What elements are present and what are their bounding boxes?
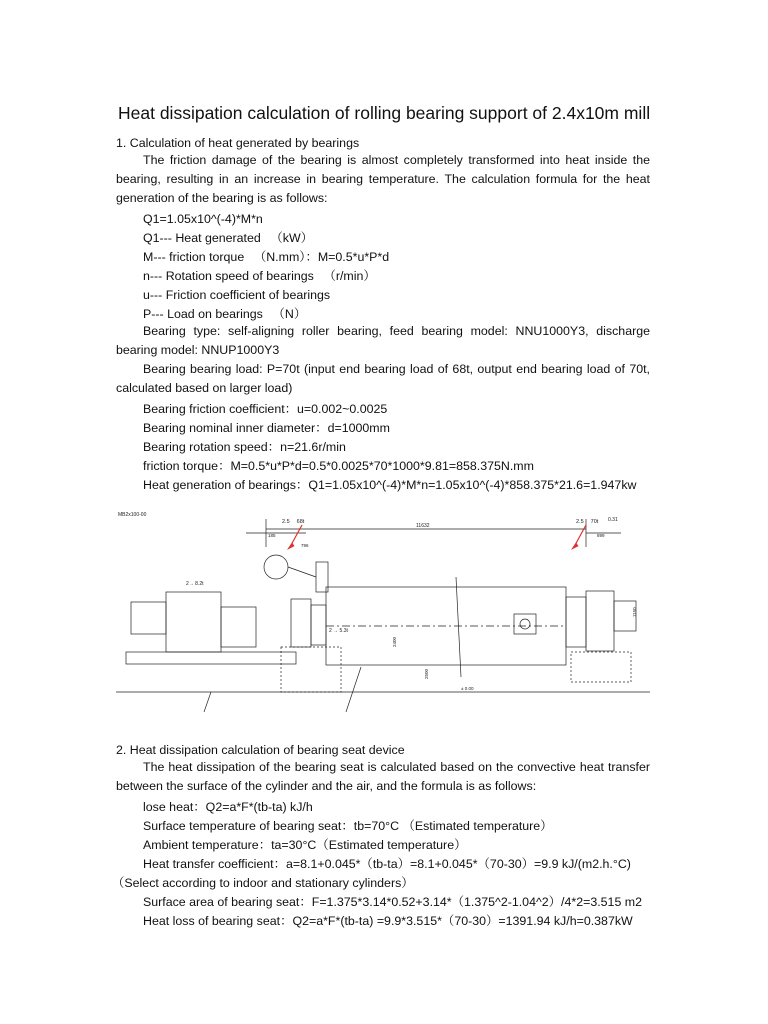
- section-1-intro: The friction damage of the bearing is almost completely transformed into heat inside the bearing, resulting in an increase in bearing temperature. The calculation formula for the heat generation of the bearing is as follows:: [116, 153, 650, 205]
- dim-length-label: 11632: [416, 523, 430, 529]
- friction-coefficient: Bearing friction coefficient：u=0.002~0.0025: [143, 402, 388, 416]
- formula-q1: Q1=1.05x10^(-4)*M*n: [143, 212, 263, 226]
- discharge-foundation: [571, 652, 631, 682]
- dim-v1-label: 2400: [392, 636, 397, 647]
- drawing-code: MB2x100-00: [118, 512, 147, 518]
- section-2-intro: The heat dissipation of the bearing seat is calculated based on the convective heat transfer between the surface of the cylinder and the air, and the formula is as follows:: [116, 760, 650, 793]
- formula-q2: lose heat：Q2=a*F*(tb-ta) kJ/h: [143, 800, 313, 814]
- feed-trunnion: [311, 605, 326, 645]
- rotation-speed: Bearing rotation speed：n=21.6r/min: [143, 440, 346, 454]
- htc-note: （Select according to indoor and stationary cylinders）: [112, 876, 414, 890]
- friction-torque: friction torque：M=0.5*u*P*d=0.5*0.0025*70*1000*9.81=858.375N.mm: [143, 459, 534, 473]
- reducer: [166, 592, 221, 652]
- page-title: Heat dissipation calculation of rolling bearing support of 2.4x10m mill: [118, 103, 651, 123]
- bearing-type: Bearing type: self-aligning roller bearing, feed bearing model: NNU1000Y3, discharge bearing model: NNUP1000Y3: [116, 324, 650, 357]
- level-mark: ± 0.00: [461, 686, 474, 691]
- load-arrowhead-right: [572, 543, 578, 549]
- motor: [131, 602, 166, 634]
- mill-drawing-svg: [116, 507, 650, 712]
- discharge-trunnion: [566, 597, 586, 647]
- load-right-label: 2.5 70t: [576, 519, 599, 525]
- surface-area: Surface area of bearing seat：F=1.375*3.14*0.52+3.14*（1.375^2-1.04^2）/4*2=3.515 m2: [143, 895, 642, 909]
- coupling: [221, 607, 256, 647]
- heat-loss: Heat loss of bearing seat：Q2=a*F*(tb-ta) =9.9*3.515*（70-30）=1391.94 kJ/h=0.387kW: [143, 914, 633, 928]
- leader-line: [346, 667, 361, 712]
- inner-diameter: Bearing nominal inner diameter：d=1000mm: [143, 421, 390, 435]
- section-2-heading: 2. Heat dissipation calculation of bearing seat device: [116, 743, 405, 757]
- feed-bearing-seat: [291, 599, 311, 647]
- ambient-temperature: Ambient temperature：ta=30°C（Estimated temperature）: [143, 838, 467, 852]
- def-n: n--- Rotation speed of bearings （r/min）: [143, 269, 376, 283]
- dim-right-label: 0.31: [608, 517, 618, 523]
- heat-transfer-coefficient: Heat transfer coefficient：a=8.1+0.045*（tb-ta）=8.1+0.045*（70-30）=9.9 kJ/(m2.h.°C): [143, 857, 631, 871]
- dim-c-label: 899: [597, 533, 605, 538]
- load-arrowhead-left: [288, 543, 294, 549]
- dim-b-label: 796: [301, 543, 309, 548]
- dim-a-label: 185: [268, 533, 276, 538]
- break-line: [456, 577, 461, 677]
- leader-line: [204, 692, 211, 712]
- dim-v3-label: 1150: [632, 607, 637, 617]
- feed-chute: [264, 555, 288, 579]
- def-m: M--- friction torque （N.mm）：M=0.5*u*P*d: [143, 250, 390, 264]
- section-1-heading: 1. Calculation of heat generated by bearings: [116, 136, 360, 150]
- feed-foundation: [281, 647, 341, 692]
- surface-temperature: Surface temperature of bearing seat：tb=70°C （Estimated temperature）: [143, 819, 553, 833]
- def-q1: Q1--- Heat generated （kW）: [143, 231, 314, 245]
- seal-center: [520, 619, 530, 629]
- def-u: u--- Friction coefficient of bearings: [143, 288, 331, 302]
- bearing-load: Bearing bearing load: P=70t (input end bearing load of 68t, output end bearing load of 70t, calculated based on larger load): [116, 362, 650, 395]
- discharge-bearing-seat: [586, 591, 614, 651]
- motor-foundation: [126, 652, 296, 664]
- slope-mid-label: 2 → 5.3t: [329, 628, 348, 634]
- mill-drawing: [116, 507, 650, 712]
- slope-left-label: 2→ 8.2t: [186, 581, 204, 587]
- load-left-label: 2.5 68t: [282, 519, 305, 525]
- mill-seal: [514, 614, 536, 634]
- feed-pipe: [288, 567, 316, 577]
- dim-v2-label: 2500: [424, 668, 429, 679]
- def-p: P--- Load on bearings （N）: [143, 307, 307, 321]
- heat-generation: Heat generation of bearings：Q1=1.05x10^(-4)*M*n=1.05x10^(-4)*858.375*21.6=1.947kw: [143, 478, 637, 492]
